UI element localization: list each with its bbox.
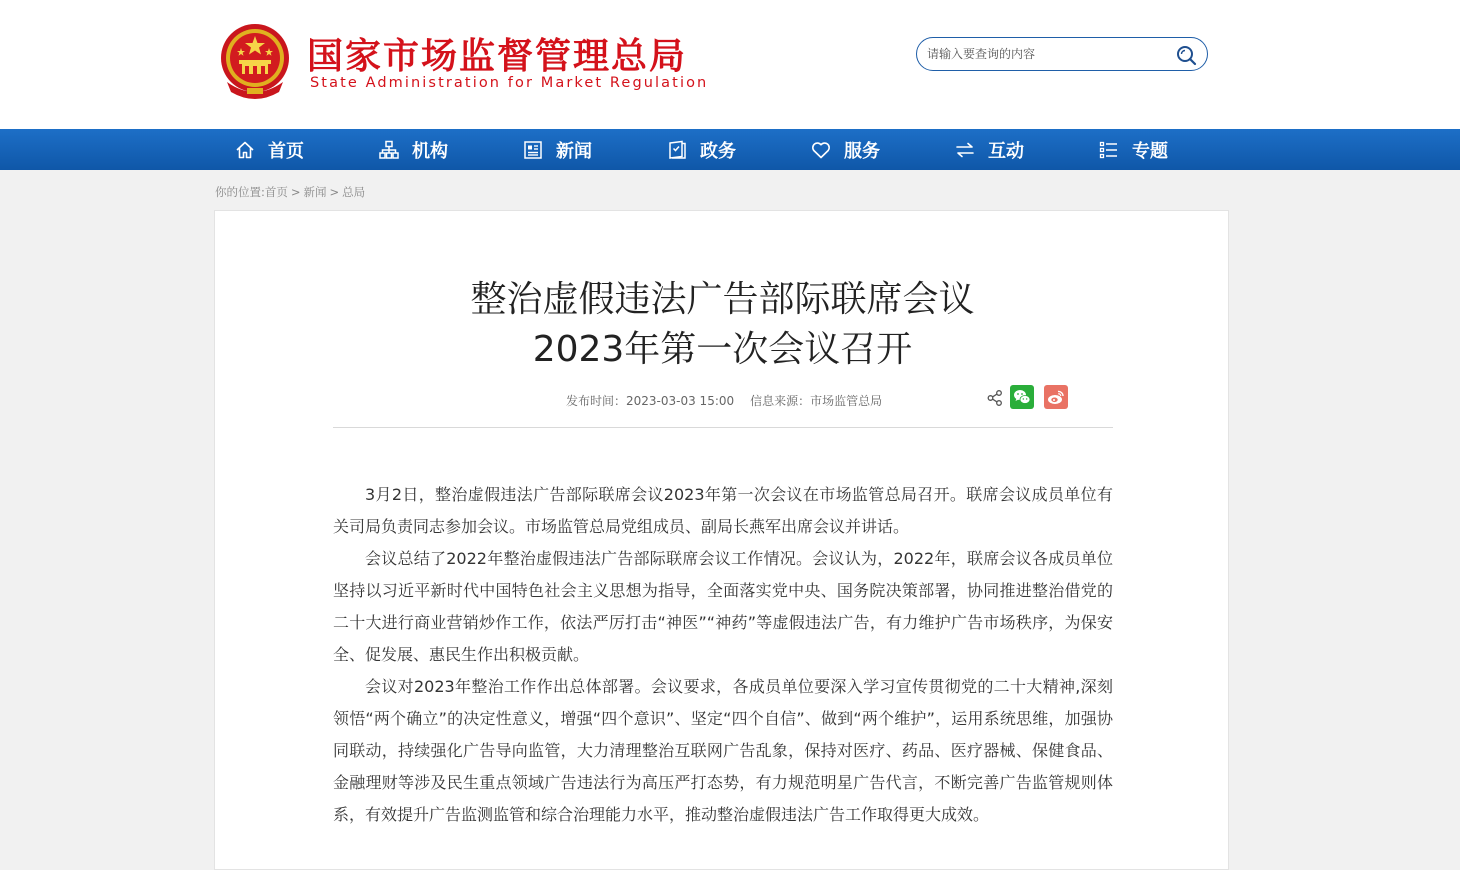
meta-divider <box>333 427 1113 428</box>
newspaper-icon <box>522 139 544 161</box>
weibo-icon <box>1044 385 1068 409</box>
weibo-share-button[interactable] <box>1044 385 1068 409</box>
article-title <box>215 275 1230 375</box>
breadcrumb-hq[interactable]: 总局 <box>342 185 366 199</box>
nav-item-government-affairs[interactable] <box>666 129 736 170</box>
nav-label: 政务 <box>700 140 736 162</box>
search-input[interactable] <box>927 44 1167 64</box>
article-source: 信息来源：市场监管总局 <box>750 394 883 408</box>
article-paragraph: 3月2日，整治虚假违法广告部际联席会议2023年第一次会议在市场监管总局召开。联席会议成员单位有关司局负责同志参加会议。市场监管总局党组成员、副局长燕军出席会议并讲话。 <box>333 485 1113 536</box>
list-icon <box>1098 139 1120 161</box>
site-name-cn[interactable]: 国家市场监督管理总局 <box>307 36 688 77</box>
main-nav <box>0 129 1460 170</box>
nav-label: 新闻 <box>556 140 592 162</box>
heart-icon <box>810 139 832 161</box>
wechat-share-button[interactable] <box>1010 385 1034 409</box>
nav-label: 机构 <box>412 140 448 162</box>
nav-item-home[interactable] <box>234 129 304 170</box>
article-paragraph: 会议总结了2022年整治虚假违法广告部际联席会议工作情况。会议认为，2022年，联席会议各成员单位坚持以习近平新时代中国特色社会主义思想为指导，全面落实党中央、国务院决策部署，协同推进整治借党的二十大进行商业营销炒作工作，依法严厉打击“神医”“神药”等虚假违法广告，有力维护广告市场秩序，为保安全、促发展、惠民生作出积极贡献。 <box>333 549 1113 664</box>
site-header <box>0 0 1460 129</box>
nav-label: 互动 <box>988 140 1024 162</box>
nav-item-services[interactable] <box>810 129 880 170</box>
breadcrumb-separator: > <box>329 185 340 199</box>
article-body <box>333 479 1113 831</box>
article-container <box>214 210 1229 870</box>
breadcrumb-home[interactable]: 首页 <box>264 185 288 199</box>
org-chart-icon <box>378 139 400 161</box>
nav-label: 首页 <box>268 140 304 162</box>
search-box <box>916 37 1208 71</box>
nav-item-topics[interactable] <box>1098 129 1168 170</box>
home-icon <box>234 139 256 161</box>
article-meta <box>566 392 882 409</box>
breadcrumb <box>215 184 365 200</box>
nav-item-org[interactable] <box>378 129 448 170</box>
share-icon[interactable] <box>986 389 1004 407</box>
nav-item-interaction[interactable] <box>954 129 1024 170</box>
nav-item-news[interactable] <box>522 129 592 170</box>
wechat-icon <box>1010 385 1034 409</box>
article-title-line2: 2023年第一次会议召开 <box>532 329 913 370</box>
site-name-en[interactable]: State Administration for Market Regulation <box>310 75 709 91</box>
search-icon[interactable] <box>1175 44 1197 66</box>
breadcrumb-prefix: 你的位置: <box>215 185 265 199</box>
breadcrumb-news[interactable]: 新闻 <box>303 185 327 199</box>
breadcrumb-separator: > <box>290 185 301 199</box>
exchange-arrows-icon <box>954 139 976 161</box>
nav-label: 专题 <box>1132 140 1168 162</box>
article-paragraph: 会议对2023年整治工作作出总体部署。会议要求，各成员单位要深入学习宣传贯彻党的二十大精神,深刻领悟“两个确立”的决定性意义，增强“四个意识”、坚定“四个自信”、做到“两个维护”，运用系统思维，加强协同联动，持续强化广告导向监管，大力清理整治互联网广告乱象，保持对医疗、药品、医疗器械、保健食品、金融理财等涉及民生重点领域广告违法行为高压严打态势，有力规范明星广告代言，不断完善广告监管规则体系，有效提升广告监测监管和综合治理能力水平，推动整治虚假违法广告工作取得更大成效。 <box>333 677 1113 824</box>
book-icon <box>666 139 688 161</box>
publish-time: 发布时间：2023-03-03 15:00 <box>566 394 735 408</box>
article-title-line1: 整治虚假违法广告部际联席会议 <box>470 279 975 320</box>
nav-label: 服务 <box>844 140 880 162</box>
national-emblem-icon[interactable] <box>219 22 291 100</box>
